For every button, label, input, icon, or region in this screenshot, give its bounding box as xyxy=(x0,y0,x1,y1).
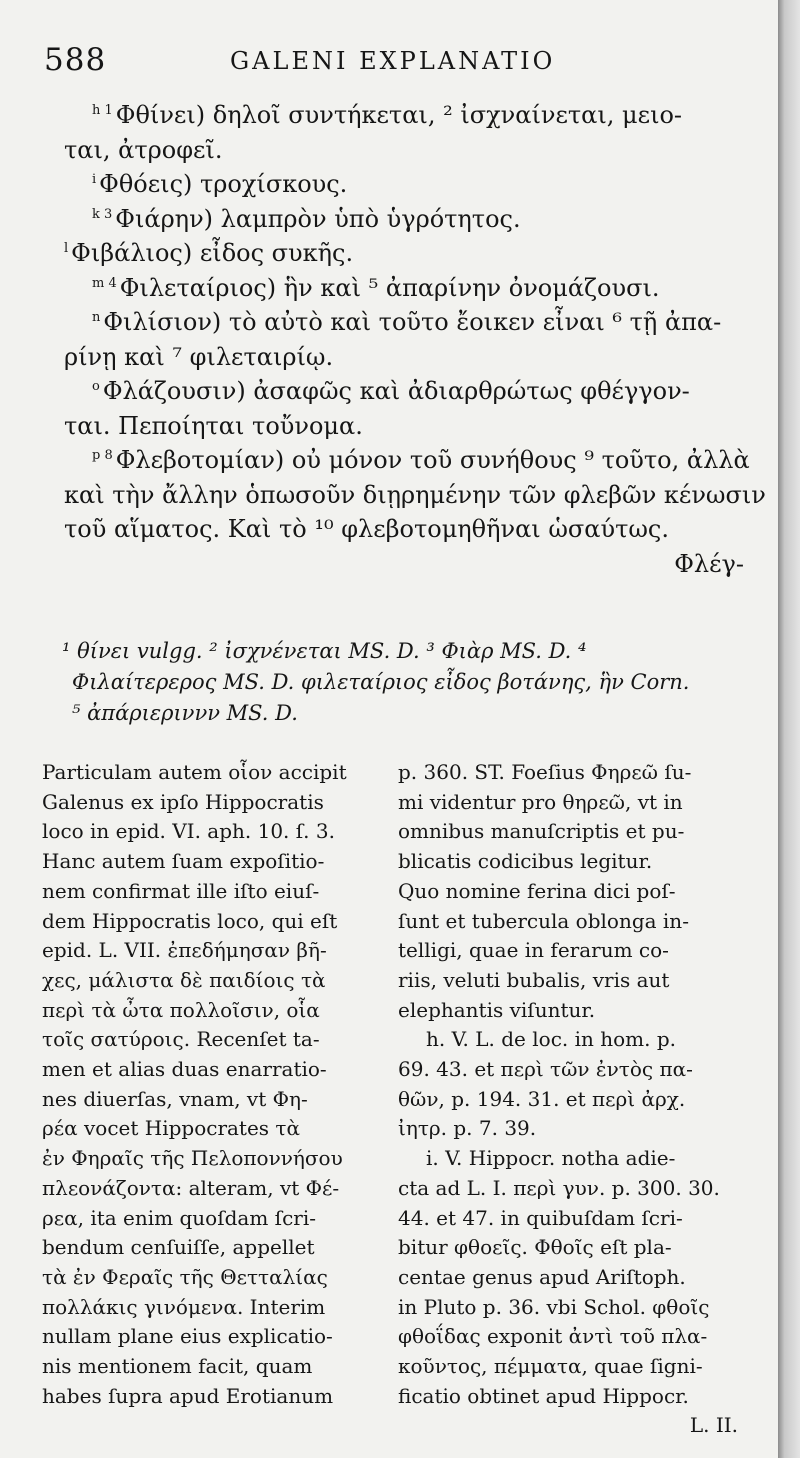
glossary-text: τοῦ αἵματος. Καὶ τὸ ¹⁰ φλεβοτομηθῆναι ὡσαύτως. xyxy=(64,515,670,543)
commentary-line: h. V. L. de loc. in hom. p. xyxy=(426,1027,676,1052)
commentary-line: nullam plane eius explicatio- xyxy=(42,1324,333,1349)
commentary-line: cta ad L. I. περὶ γυν. p. 300. 30. xyxy=(398,1175,720,1200)
footnote-line: ⁵ ἀπάριεριννν MS. D. xyxy=(72,701,298,725)
commentary-line: τοῖς σατύροις. Recenſet ta- xyxy=(42,1027,320,1052)
commentary-line: πολλάκις γινόμενα. Interim xyxy=(42,1294,326,1319)
commentary-line: Particulam autem οἷον accipit xyxy=(42,760,347,784)
commentary-line: centae genus apud Ariſtoph. xyxy=(398,1264,686,1289)
commentary-line: riis, veluti bubalis, vris aut xyxy=(398,967,670,992)
glossary-text: Φλέγ- xyxy=(674,549,744,578)
glossary-line xyxy=(64,374,744,409)
glossary-text: Φιλίσιον) τὸ αὐτὸ καὶ τοῦτο ἔοικεν εἶναι ⁶ τῇ ἀπα- xyxy=(103,308,722,336)
page-number: 588 xyxy=(44,42,107,78)
glossary-text: Φιλεταίριος) ἣν καὶ ⁵ ἀπαρίνην ὀνομάζουσι. xyxy=(119,273,660,302)
entry-marker: k 3 xyxy=(92,206,113,222)
entry-marker: o xyxy=(92,379,100,394)
commentary-line: bitur φθοεῖς. Φθοῖς eſt pla- xyxy=(398,1235,672,1260)
commentary-line: dem Hippocratis loco, qui eſt xyxy=(42,908,338,933)
glossary-line xyxy=(64,271,744,306)
commentary-line: omnibus manuſcriptis et pu- xyxy=(398,819,685,844)
commentary-line: ſunt et tubercula oblonga in- xyxy=(398,908,689,933)
glossary-text: Φθόεις) τροχίσκους. xyxy=(99,170,348,198)
commentary-line: ἰητρ. p. 7. 39. xyxy=(398,1116,537,1141)
commentary-right-column xyxy=(398,758,738,1441)
glossary-line xyxy=(64,478,766,513)
commentary-line: φθοΐδας exponit ἀντὶ τοῦ πλα- xyxy=(398,1324,708,1349)
glossary-line xyxy=(64,202,744,237)
glossary-text: Φθίνει) δηλοῖ συντήκεται, ² ἰσχναίνεται, μειο- xyxy=(115,101,683,129)
footnote-line: Φιλαίτερερος MS. D. φιλεταίριος εἶδος βοτάνης, ἣν Corn. xyxy=(72,670,690,694)
commentary-line: ficatio obtinet apud Hippocr. xyxy=(398,1383,689,1408)
commentary-line: epid. L. VII. ἐπεδήμησαν βῆ- xyxy=(42,938,327,963)
commentary-line: Galenus ex ipſo Hippocratis xyxy=(42,789,324,814)
running-title: GALENI EXPLANATIO xyxy=(230,47,556,75)
glossary-text: Φιάρην) λαμπρὸν ὑπὸ ὑγρότητος. xyxy=(115,204,521,233)
glossary-text: Φιβάλιος) εἶδος συκῆς. xyxy=(71,239,354,267)
commentary-line: nem confirmat ille iſto eiuſ- xyxy=(42,878,320,903)
entry-marker: l xyxy=(64,241,69,256)
glossary-text: Φλάζουσιν) ἀσαφῶς καὶ ἀδιαρθρώτως φθέγγον- xyxy=(102,377,690,405)
commentary-line: πλεονάζοντα: alteram, vt Φέ- xyxy=(42,1175,340,1200)
commentary-line: ἐν Φηραῖς τῆς Πελοποννήσου xyxy=(42,1146,343,1171)
glossary-line xyxy=(64,340,744,375)
footnote-line: ¹ θίνει vulgg. ² ἰσχνένεται MS. D. ³ Φιὰρ MS. D. ⁴ xyxy=(62,639,587,663)
glossary-text: ται. Πεποίηται τοὔνομα. xyxy=(64,411,363,440)
entry-marker: n xyxy=(92,310,101,325)
glossary-line xyxy=(64,305,744,340)
commentary-left-column xyxy=(42,758,386,1411)
commentary-line: περὶ τὰ ὦτα πολλοῖσιν, οἷα xyxy=(42,997,320,1022)
entry-marker: h 1 xyxy=(92,103,113,118)
glossary-text: Φλεβοτομίαν) οὐ μόνον τοῦ συνήθους ⁹ τοῦτο, ἀλλὰ xyxy=(115,446,750,474)
entry-marker: m 4 xyxy=(92,275,117,291)
commentary-line: i. V. Hippocr. notha adie- xyxy=(426,1146,676,1171)
commentary-line: κοῦντος, πέμματα, quae ſigni- xyxy=(398,1354,703,1379)
commentary-line: 44. et 47. in quibuſdam ſcri- xyxy=(398,1205,683,1230)
commentary-line: Quo nomine ferina dici poſ- xyxy=(398,878,676,903)
commentary-line: nes diuerſas, vnam, vt Φη- xyxy=(42,1086,308,1111)
commentary-line: 69. 43. et περὶ τῶν ἐντὸς πα- xyxy=(398,1057,693,1082)
glossary-line xyxy=(64,547,744,582)
commentary-line: elephantis viſuntur. xyxy=(398,997,596,1022)
glossary-line xyxy=(64,133,744,168)
commentary-line: θῶν, p. 194. 31. et περὶ ἀρχ. xyxy=(398,1086,686,1111)
commentary-line: blicatis codicibus legitur. xyxy=(398,849,653,874)
commentary-line: telligi, quae in ferarum co- xyxy=(398,938,669,963)
glossary-text: ρίνῃ καὶ ⁷ φιλεταιρίῳ. xyxy=(64,342,334,371)
glossary-text: καὶ τὴν ἄλλην ὁπωσοῦν διῃρημένην τῶν φλεβῶν κένωσιν xyxy=(64,480,766,509)
commentary-line: Hanc autem ſuam expoſitio- xyxy=(42,849,325,874)
glossary-line xyxy=(64,98,744,133)
commentary-line: mi videntur pro θηρεῶ, vt in xyxy=(398,789,683,814)
commentary-line: loco in epid. VI. aph. 10. ſ. 3. xyxy=(42,819,335,844)
glossary-line xyxy=(64,512,744,547)
entry-marker: i xyxy=(92,172,97,187)
glossary-line xyxy=(64,443,750,478)
glossary-line xyxy=(64,167,744,202)
book-gutter xyxy=(778,0,800,1458)
commentary-line: τὰ ἐν Φεραῖς τῆς Θετταλίας xyxy=(42,1264,328,1289)
commentary-line: L. II. xyxy=(689,1413,738,1438)
commentary-line: ρεα, ita enim quoſdam ſcri- xyxy=(42,1205,316,1230)
glossary-entries xyxy=(64,98,766,581)
glossary-line xyxy=(64,236,744,271)
footnotes xyxy=(62,636,752,729)
commentary-line: habes ſupra apud Erotianum xyxy=(42,1383,334,1408)
glossary-line xyxy=(64,409,744,444)
commentary-line: χες, μάλιστα δὲ παιδίοις τὰ xyxy=(42,967,326,992)
commentary-line: in Pluto p. 36. vbi Schol. φθοῖς xyxy=(398,1294,710,1319)
glossary-text: ται, ἀτροφεῖ. xyxy=(64,135,223,164)
commentary-line: men et alias duas enarratio- xyxy=(42,1057,327,1082)
commentary-line: p. 360. ST. Foeſius Φηρεῶ ſu- xyxy=(398,760,692,784)
commentary-line: bendum cenſuiſſe, appellet xyxy=(42,1235,315,1260)
entry-marker: p 8 xyxy=(92,448,113,463)
commentary-line: ρέα vocet Hippocrates τὰ xyxy=(42,1116,300,1141)
commentary-line: nis mentionem facit, quam xyxy=(42,1354,313,1379)
